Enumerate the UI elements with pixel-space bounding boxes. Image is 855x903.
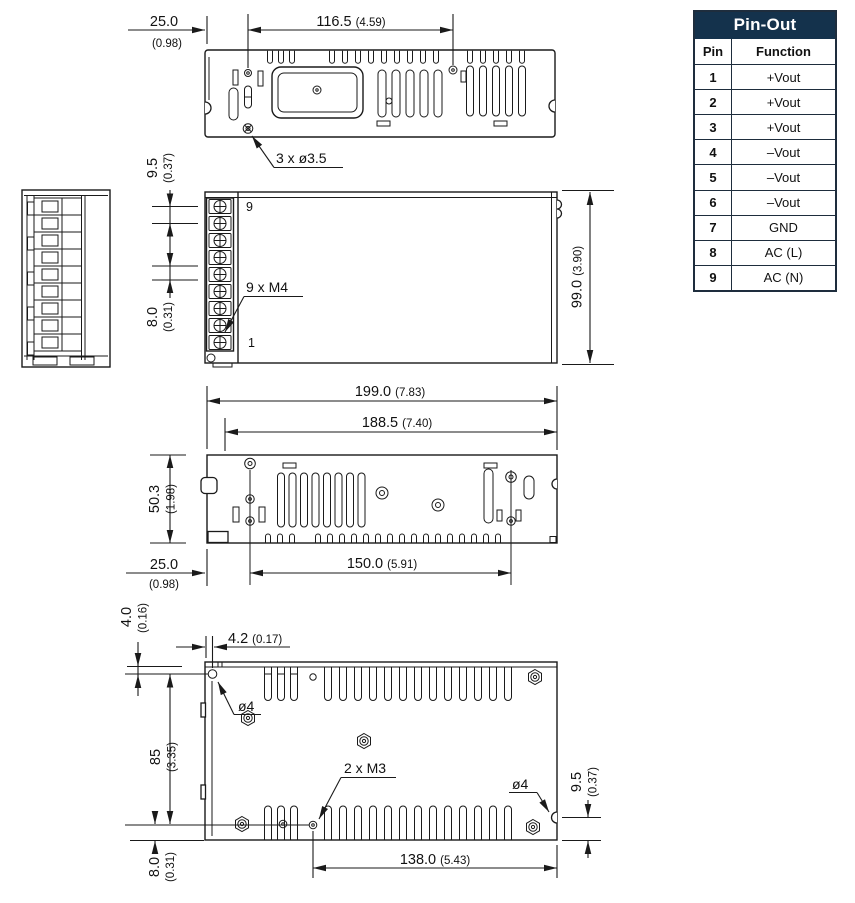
dim-4-inch: (0.16) (137, 602, 150, 634)
dim-9-5-front: 9.5 (145, 157, 161, 179)
pin-cell: 9 (695, 265, 732, 290)
front-view (145, 153, 614, 367)
corner-hole (208, 670, 217, 679)
dim-85-inch: (3.35) (166, 741, 179, 773)
pinout-header-function: Function (756, 44, 811, 60)
bottom-bottom-slots (265, 806, 512, 840)
pinout-table (693, 10, 837, 292)
dim-25-top: 25.0 (149, 14, 179, 30)
pin-cell: 4 (695, 139, 732, 164)
dim-9-5-front-inch: (0.37) (163, 152, 175, 184)
function-cell: –Vout (732, 164, 835, 189)
dim-8-front-inch: (0.31) (163, 301, 175, 333)
function-cell: +Vout (732, 64, 835, 89)
dim-25-side: 25.0 (149, 557, 179, 573)
top-vent-slots (268, 51, 525, 64)
function-cell: +Vout (732, 114, 835, 139)
pin-cell: 3 (695, 114, 732, 139)
pin-cell: 8 (695, 240, 732, 265)
pin-cell: 6 (695, 190, 732, 215)
pinout-title: Pin-Out (695, 12, 835, 39)
function-cell: –Vout (732, 190, 835, 215)
function-cell: GND (732, 215, 835, 240)
function-cell: +Vout (732, 89, 835, 114)
end-view-tabs (28, 202, 35, 355)
end-view-terminals (34, 198, 82, 351)
dim-4-2: 4.2 (0.17) (228, 631, 283, 647)
label-area (272, 67, 363, 118)
dim-25-side-inch: (0.98) (148, 579, 180, 591)
callout-3xdia35: 3 x ø3.5 (276, 150, 327, 166)
function-cell: AC (N) (732, 265, 835, 290)
top-mid-vents (378, 70, 442, 117)
pin-cell: 5 (695, 164, 732, 189)
pin-cell: 1 (695, 64, 732, 89)
dim-188: 188.5 (7.40) (361, 415, 433, 431)
callout-9xM4: 9 x M4 (246, 279, 289, 295)
m3-hole (309, 821, 317, 829)
dim-4: 4.0 (119, 606, 135, 628)
side-bottom-slots (266, 534, 501, 543)
dim-8-bottom-inch: (0.31) (165, 851, 177, 883)
dim-85: 85 (148, 748, 164, 766)
side-view (126, 384, 557, 591)
dim-8-front: 8.0 (145, 306, 161, 328)
callout-dia4-right: ø4 (512, 776, 529, 792)
pin-cell: 7 (695, 215, 732, 240)
dim-99: 99.0(3.90) (569, 245, 586, 309)
dim-150: 150.0 (5.91) (346, 556, 418, 572)
callout-2xM3: 2 x M3 (344, 760, 387, 776)
pinout-header-pin: Pin (695, 39, 732, 64)
top-view (128, 14, 555, 168)
dim-50: 50.3 (147, 484, 163, 514)
end-view (22, 190, 110, 367)
dim-199: 199.0 (7.83) (354, 384, 426, 400)
dim-25-top-inch: (0.98) (151, 38, 183, 50)
bottom-view (119, 603, 601, 882)
side-vent-slots (278, 473, 366, 527)
dim-8-bottom: 8.0 (147, 856, 163, 878)
function-cell: –Vout (732, 139, 835, 164)
top-right-vents (467, 66, 526, 116)
pin-cell: 2 (695, 89, 732, 114)
dim-9-5-bottom: 9.5 (569, 771, 585, 793)
function-cell: AC (L) (732, 240, 835, 265)
terminal-9-label: 9 (246, 200, 253, 214)
dim-9-5-bottom-inch: (0.37) (587, 766, 600, 798)
terminal-1-label: 1 (248, 336, 255, 350)
standoffs (236, 670, 542, 835)
dim-50-inch: (1.98) (165, 483, 178, 515)
dim-116: 116.5 (4.59) (316, 14, 386, 30)
callout-dia4-left: ø4 (238, 698, 255, 714)
bottom-top-slots (265, 667, 512, 701)
dim-138: 138.0 (5.43) (399, 852, 471, 868)
